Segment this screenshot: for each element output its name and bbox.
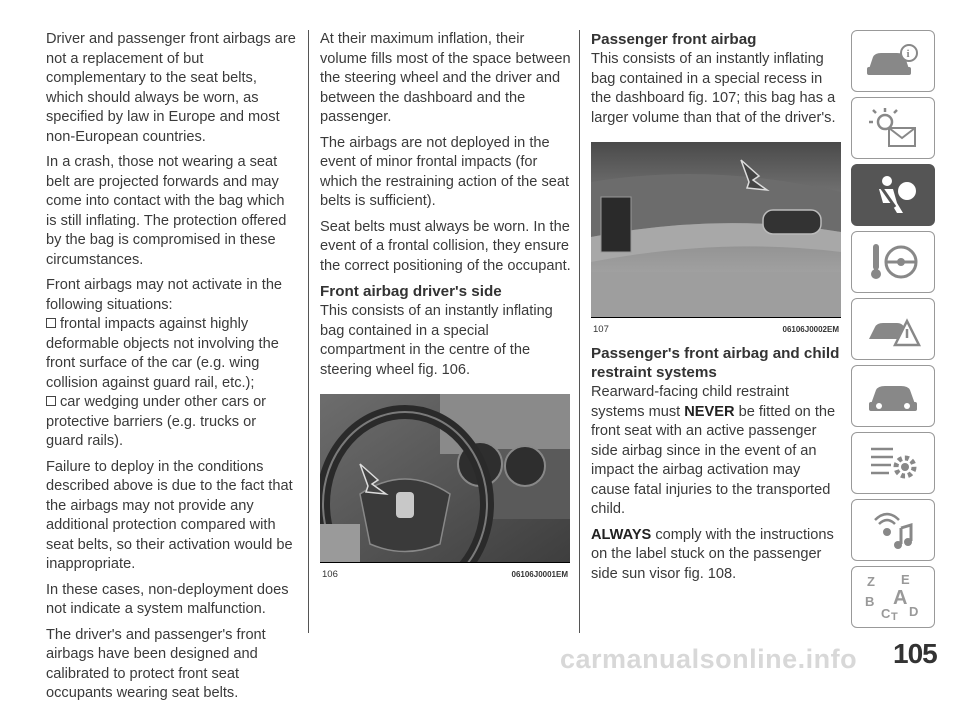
svg-text:A: A [893,587,908,609]
tab-safety[interactable] [851,164,935,226]
bullet-item: car wedging under other cars or protective barriers (e.g. trucks or guard rails). [46,394,267,449]
section-heading: Passenger's front airbag and child restraint systems [591,345,840,381]
paragraph: Failure to deploy in the conditions described above is due to the fact that the airbags may not provide any additional protection compared with seat belts, so their activation would be inappropriate. [46,458,293,572]
text-column-1 [46,30,296,710]
bullet-box-icon [46,396,57,407]
bullet-box-icon [46,318,57,329]
watermark: carmanualsonline.info [560,644,858,674]
tab-technical-data[interactable] [851,432,935,494]
svg-text:E: E [901,572,910,587]
dashboard-lights-icon [863,106,923,150]
section-heading: Passenger front airbag [591,31,757,48]
figure-107 [591,142,841,335]
text-column-2 [320,30,572,580]
text-column-3 [591,30,841,590]
paragraph: In a crash, those not wearing a seat belt are projected forwards and may come into contact with the bag which is still inflating. The protection offered by the bag is compromised in these circumstances. [46,154,287,268]
chapter-sidebar [851,30,935,633]
svg-text:B: B [865,594,875,609]
warning-triangle-car-icon [863,307,923,351]
svg-text:Z: Z [867,574,875,589]
column-divider [308,30,309,633]
tab-dashboard-lights[interactable] [851,97,935,159]
multimedia-icon [863,508,923,552]
svg-text:i: i [906,48,910,60]
tab-maintenance[interactable] [851,365,935,427]
paragraph: The driver's and passenger's front airbags have been designed and calibrated to protect front seat occupants wearing seat belts. [46,626,266,701]
figure-caption: 107 06106J0002EM [591,317,841,332]
svg-text:D: D [909,604,919,619]
steering-wheel-airbag-photo [320,394,570,562]
paragraph: ALWAYS comply with the instructions on the label stuck on the passenger side sun visor fig. 108. [591,526,834,582]
column-divider [579,30,580,633]
paragraph: This consists of an instantly inflating bag contained in a special recess in the dashboard fig. 107; this bag has a larger volume than that of the driver's. [591,51,836,126]
svg-text:T: T [891,611,898,622]
paragraph: This consists of an instantly inflating bag contained in a special compartment in the centre of the steering wheel fig. 106. [320,303,553,378]
bullet-item: frontal impacts against highly deformable objects not involving the front surface of the car (e.g. wing collision against guard rail, etc.); [46,316,279,391]
paragraph: Driver and passenger front airbags are not a replacement of but complementary to the seat belts, which should always be worn, as specified by law in Europe and most non-European countries. [46,31,296,145]
section-heading: Front airbag driver's side [320,283,502,300]
key-steering-wheel-icon [863,240,923,284]
page-number: 105 [893,638,937,669]
seat-belt-airbag-icon [863,173,923,217]
paragraph: Seat belts must always be worn. In the event of a frontal collision, they ensure the correct positioning of the occupant. [320,218,571,274]
alphabetical-index-icon [861,572,925,622]
figure-106 [320,394,570,580]
tab-index[interactable] [851,566,935,628]
tab-emergency[interactable] [851,298,935,360]
car-info-icon [863,41,923,81]
svg-text:C: C [881,606,891,621]
car-service-icon [863,374,923,418]
dashboard-airbag-photo [591,142,841,317]
tab-car-info[interactable] [851,30,935,92]
tab-starting-driving[interactable] [851,231,935,293]
paragraph: Rearward-facing child restraint systems must NEVER be fitted on the front seat with an active passenger side airbag since in the event of an impact the airbag activation may cause fatal injuries to the transported child. [591,384,836,517]
paragraph: In these cases, non-deployment does not indicate a system malfunction. [46,581,289,617]
paragraph: The airbags are not deployed in the event of minor frontal impacts (for which the restraining action of the seat belts is sufficient). [320,134,570,209]
paragraph: At their maximum inflation, their volume fills most of the space between the steering wheel and the driver and between the dashboard and the passenger. [320,31,571,125]
technical-data-gear-icon [863,441,923,485]
figure-caption: 106 06106J0001EM [320,562,570,577]
paragraph: Front airbags may not activate in the following situations: [46,277,283,313]
tab-multimedia[interactable] [851,499,935,561]
